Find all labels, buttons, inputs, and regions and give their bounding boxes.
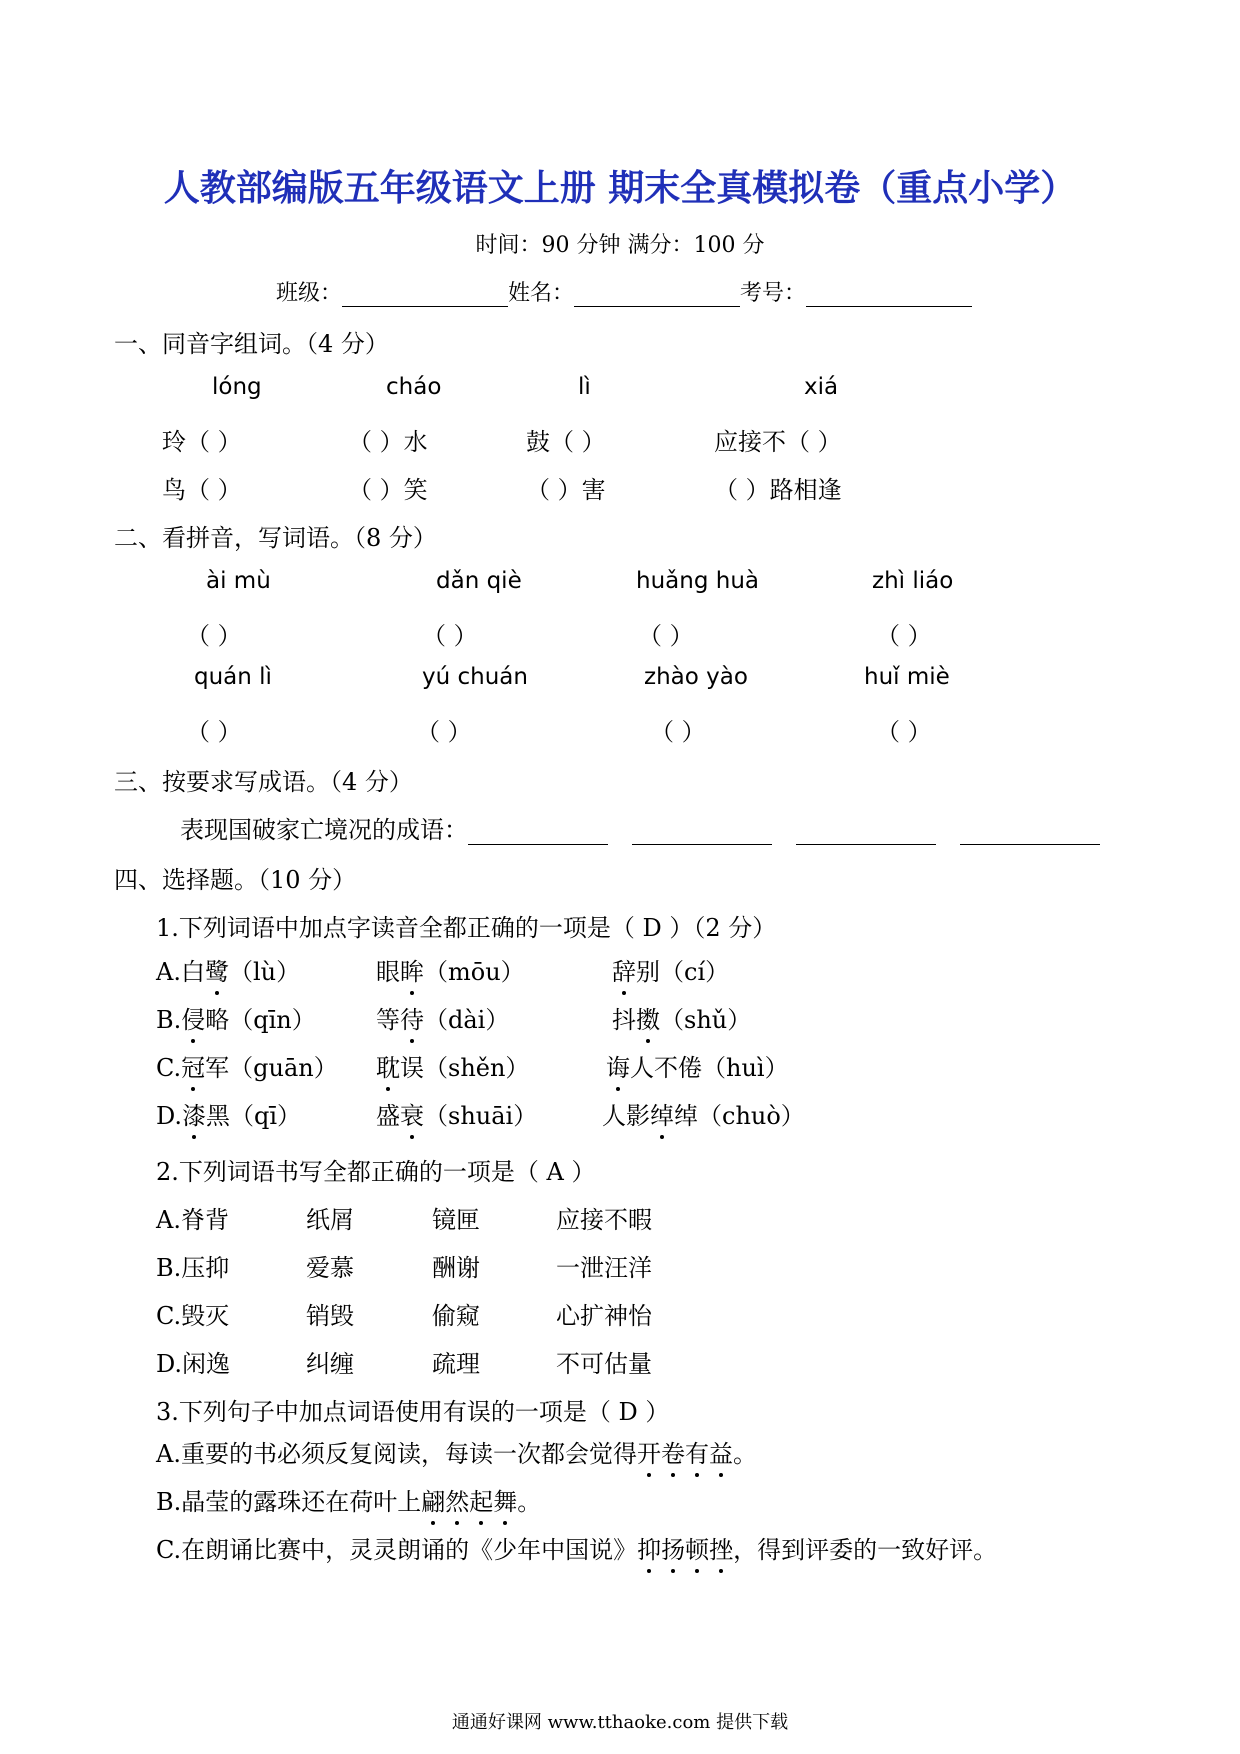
homophone-blank[interactable]: （ ）笑: [348, 476, 428, 504]
homophone-blank[interactable]: 应接不（ ）: [714, 428, 842, 456]
homophone-blank[interactable]: 鸟（ ）: [162, 476, 242, 504]
student-info-row: [276, 276, 972, 307]
section-1-heading: 一、同音字组词。（4 分）: [114, 330, 389, 358]
q2-option-word: A.脊背: [156, 1206, 229, 1234]
q2-option-word: 销毁: [306, 1302, 354, 1330]
q1-option-word: 耽误（shěn）: [376, 1048, 529, 1083]
section-3-heading: 三、按要求写成语。（4 分）: [114, 768, 413, 796]
idiom-prompt: 表现国破家亡境况的成语：: [180, 816, 468, 844]
q1-option-word: 等待（dài）: [376, 1000, 509, 1035]
page-title: 人教部编版五年级语文上册 期末全真模拟卷（重点小学）: [163, 167, 1077, 209]
name-field[interactable]: [574, 281, 740, 307]
q2-option-word: 爱慕: [306, 1254, 354, 1282]
idiom-answer-line[interactable]: [632, 816, 772, 845]
word-answer-blank[interactable]: （ ）: [876, 622, 932, 650]
q2-option-word: 纠缠: [306, 1350, 354, 1378]
homophone-blank[interactable]: （ ）路相逢: [714, 476, 842, 504]
q1-option-word: 辞别（cí）: [612, 952, 729, 987]
q2-option-word: D.闲逸: [156, 1350, 231, 1378]
time-score-line: 时间：90 分钟 满分：100 分: [475, 233, 765, 258]
idiom-answer-line[interactable]: [960, 816, 1100, 845]
homophone-blank[interactable]: 鼓（ ）: [526, 428, 606, 456]
pinyin-word: ài mù: [206, 568, 271, 594]
pinyin-4: xiá: [804, 374, 839, 400]
q2-option-word: 应接不暇: [556, 1206, 652, 1234]
section-4-heading: 四、选择题。（10 分）: [114, 866, 357, 894]
q1-option-word: 人影绰绰（chuò）: [602, 1096, 805, 1131]
class-label: 班级：: [276, 281, 343, 306]
q2-option-word: C.毁灭: [156, 1302, 230, 1330]
pinyin-word: huǎng huà: [636, 568, 759, 594]
question-3-stem: 3.下列句子中加点词语使用有误的一项是（ D ）: [156, 1398, 670, 1426]
question-1-stem: 1.下列词语中加点字读音全都正确的一项是（ D ）（2 分）: [156, 914, 777, 942]
pinyin-1: lóng: [212, 374, 262, 400]
q2-option-word: 疏理: [432, 1350, 480, 1378]
q1-option-word: 眼眸（mōu）: [376, 952, 525, 987]
q1-option-word: A.白鹭（lù）: [156, 952, 300, 987]
q2-option-word: 心扩神怡: [556, 1302, 652, 1330]
pinyin-word: quán lì: [194, 664, 272, 690]
word-answer-blank[interactable]: （ ）: [650, 718, 706, 746]
idiom-answer-line[interactable]: [468, 816, 608, 845]
q3-option-c: C.在朗诵比赛中，灵灵朗诵的《少年中国说》抑扬顿挫，得到评委的一致好评。: [156, 1530, 997, 1565]
question-2-stem: 2.下列词语书写全都正确的一项是（ A ）: [156, 1158, 596, 1186]
word-answer-blank[interactable]: （ ）: [416, 718, 472, 746]
q1-option-word: 抖擞（shǔ）: [612, 1000, 751, 1035]
q2-option-word: B.压抑: [156, 1254, 230, 1282]
homophone-blank[interactable]: 玲（ ）: [162, 428, 242, 456]
pinyin-2: cháo: [386, 374, 442, 400]
homophone-blank[interactable]: （ ）水: [348, 428, 428, 456]
exam-no-label: 考号：: [740, 281, 807, 306]
class-field[interactable]: [342, 281, 508, 307]
exam-no-field[interactable]: [806, 281, 972, 307]
word-answer-blank[interactable]: （ ）: [876, 718, 932, 746]
word-answer-blank[interactable]: （ ）: [638, 622, 694, 650]
q1-option-word: 盛衰（shuāi）: [376, 1096, 537, 1131]
homophone-blank[interactable]: （ ）害: [526, 476, 606, 504]
q2-option-word: 一泄汪洋: [556, 1254, 652, 1282]
q2-option-word: 酬谢: [432, 1254, 480, 1282]
q1-option-word: B.侵略（qīn）: [156, 1000, 316, 1035]
q2-option-word: 偷窥: [432, 1302, 480, 1330]
q2-option-word: 不可估量: [556, 1350, 652, 1378]
pinyin-3: lì: [578, 374, 591, 400]
pinyin-word: yú chuán: [422, 664, 528, 690]
section-2-heading: 二、看拼音，写词语。（8 分）: [114, 524, 437, 552]
q1-option-word: C.冠军（guān）: [156, 1048, 338, 1083]
q2-option-word: 纸屑: [306, 1206, 354, 1234]
pinyin-word: zhì liáo: [872, 568, 954, 594]
q2-option-word: 镜匣: [432, 1206, 480, 1234]
pinyin-word: huǐ miè: [864, 664, 950, 690]
q3-option-a: A.重要的书必须反复阅读，每读一次都会觉得开卷有益。: [156, 1434, 757, 1469]
q1-option-word: 诲人不倦（huì）: [606, 1048, 789, 1083]
pinyin-word: dǎn qiè: [436, 568, 522, 594]
q1-option-word: D.漆黑（qī）: [156, 1096, 301, 1131]
word-answer-blank[interactable]: （ ）: [422, 622, 478, 650]
word-answer-blank[interactable]: （ ）: [186, 718, 242, 746]
q3-option-b: B.晶莹的露珠还在荷叶上翩然起舞。: [156, 1482, 541, 1517]
footer-source: 通通好课网 www.tthaoke.com 提供下载: [451, 1712, 789, 1733]
name-label: 姓名：: [508, 281, 575, 306]
pinyin-word: zhào yào: [644, 664, 748, 690]
idiom-question: [180, 810, 1100, 845]
idiom-answer-line[interactable]: [796, 816, 936, 845]
word-answer-blank[interactable]: （ ）: [186, 622, 242, 650]
